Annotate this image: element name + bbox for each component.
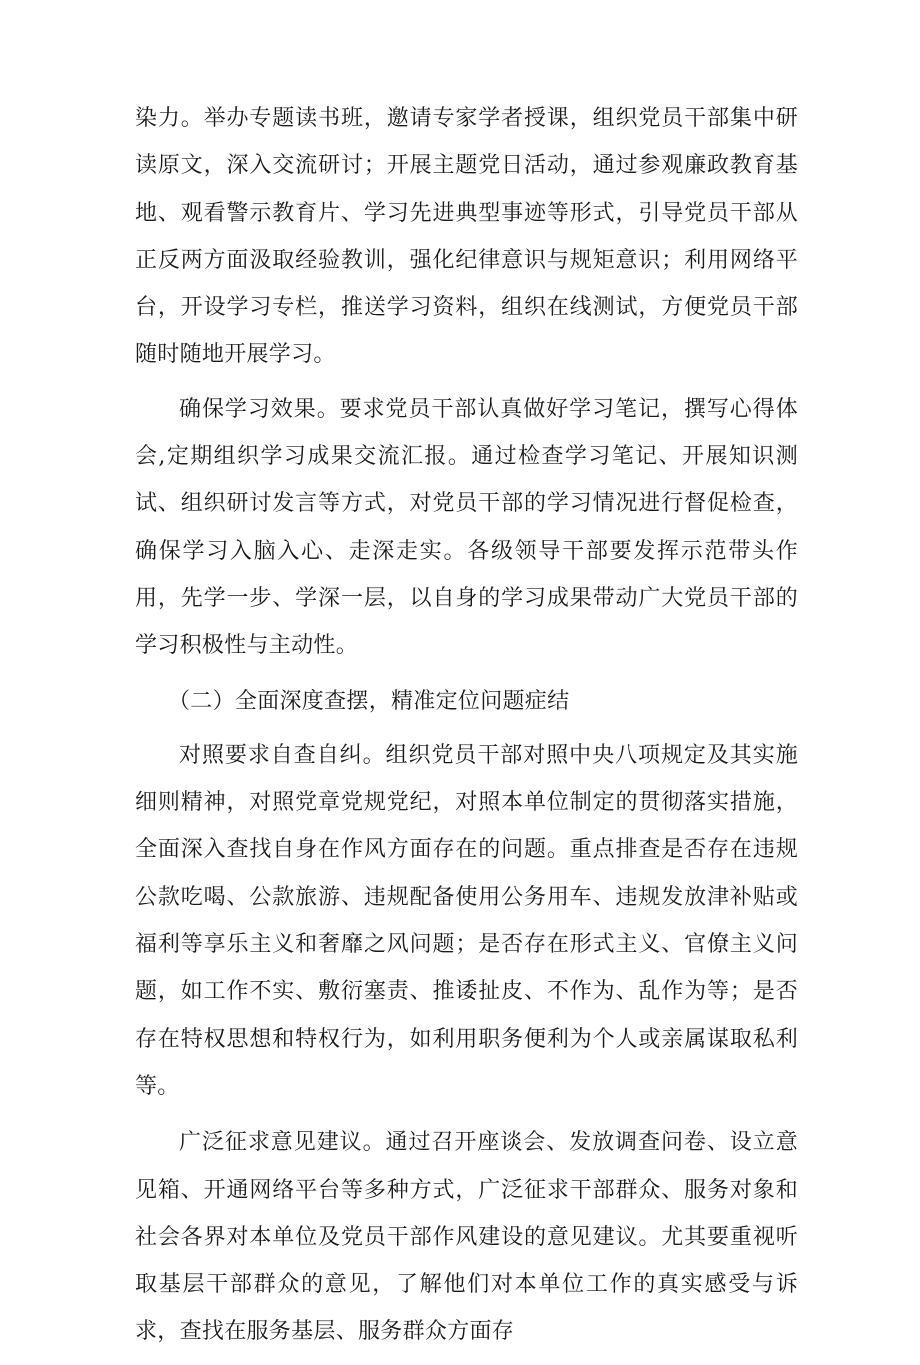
paragraph-self-inspection: 对照要求自查自纠。组织党员干部对照中央八项规定及其实施细则精神，对照党章党规党纪，对照本单位制定的贯彻落实措施，全面深入查找自身在作风方面存在的问题。重点排查是否存在违规公款吃喝、公款旅游、违规配备使用公务用车、违规发放津补贴或福利等享乐主义和奢靡之风问题；是否存在形式主义、官僚主义问题，如工作不实、敷衍塞责、推诿扯皮、不作为、乱作为等；是否存在特权思想和特权行为，如利用职务便利为个人或亲属谋取私利等。 xyxy=(135,742,798,1099)
paragraph-continuation: 染力。举办专题读书班，邀请专家学者授课，组织党员干部集中研读原文，深入交流研讨；开展主题党日活动，通过参观廉政教育基地、观看警示教育片、学习先进典型事迹等形式，引导党员干部从正反两方面汲取经验教训，强化纪律意识与规矩意识；利用网络平台，开设学习专栏，推送学习资料，组织在线测试，方便党员干部随时随地开展学习。 xyxy=(135,106,798,368)
section-heading: （二）全面深度查摆，精准定位问题症结 xyxy=(168,688,570,714)
paragraph-learning-effect: 确保学习效果。要求党员干部认真做好学习笔记，撰写心得体会,定期组织学习成果交流汇报。通过检查学习笔记、开展知识测试、组织研讨发言等方式，对党员干部的学习情况进行督促检查，确保学习入脑入心、走深走实。各级领导干部要发挥示范带头作用，先学一步、学深一层，以自身的学习成果带动广大党员干部的学习积极性与主动性。 xyxy=(135,396,798,659)
document-body xyxy=(135,95,798,1365)
paragraph-solicit-opinions: 广泛征求意见建议。通过召开座谈会、发放调查问卷、设立意见箱、开通网络平台等多种方式，广泛征求干部群众、服务对象和社会各界对本单位及党员干部作风建设的意见建议。尤其要重视听取基层干部群众的意见，了解他们对本单位工作的真实感受与诉求，查找在服务基层、服务群众方面存 xyxy=(135,1130,798,1345)
